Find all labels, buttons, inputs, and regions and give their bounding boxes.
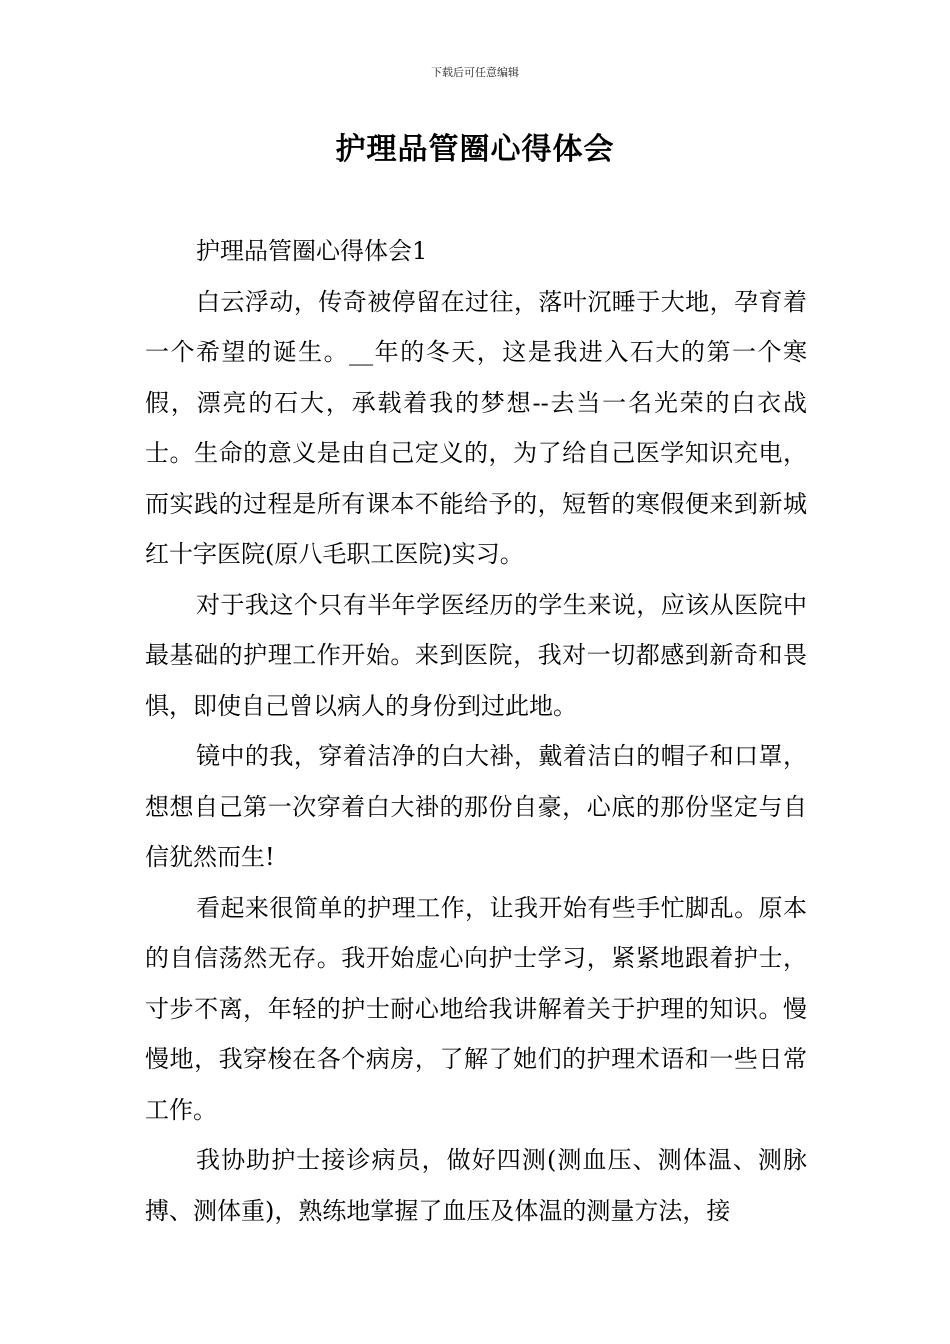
document-body	[145, 226, 807, 1236]
paragraph-4: 看起来很简单的护理工作，让我开始有些手忙脚乱。原本的自信荡然无存。我开始虚心向护士学习，紧紧地跟着护士，寸步不离，年轻的护士耐心地给我讲解着关于护理的知识。慢慢地，我穿梭在各个病房，了解了她们的护理术语和一些日常工作。	[145, 893, 807, 1124]
section-heading: 护理品管圈心得体会1	[196, 237, 428, 265]
paragraph-3: 镜中的我，穿着洁净的白大褂，戴着洁白的帽子和口罩，想想自己第一次穿着白大褂的那份自豪，心底的那份坚定与自信犹然而生!	[145, 742, 807, 871]
page-header-note: 下载后可任意编辑	[431, 66, 519, 79]
paragraph-2: 对于我这个只有半年学医经历的学生来说，应该从医院中最基础的护理工作开始。来到医院，我对一切都感到新奇和畏惧，即使自己曾以病人的身份到过此地。	[145, 590, 807, 720]
document-title: 护理品管圈心得体会	[335, 132, 615, 167]
paragraph-5: 我协助护士接诊病员，做好四测(测血压、测体温、测脉搏、测体重)，熟练地掌握了血压及体温的测量方法，接	[145, 1146, 807, 1225]
paragraph-1: 白云浮动，传奇被停留在过往，落叶沉睡于大地，孕育着一个希望的诞生。__年的冬天，这是我进入石大的第一个寒假，漂亮的石大，承载着我的梦想--去当一名光荣的白衣战士。生命的意义是由自己定义的，为了给自己医学知识充电，而实践的过程是所有课本不能给予的，短暂的寒假便来到新城红十字医院(原八毛职工医院)实习。	[145, 287, 807, 568]
